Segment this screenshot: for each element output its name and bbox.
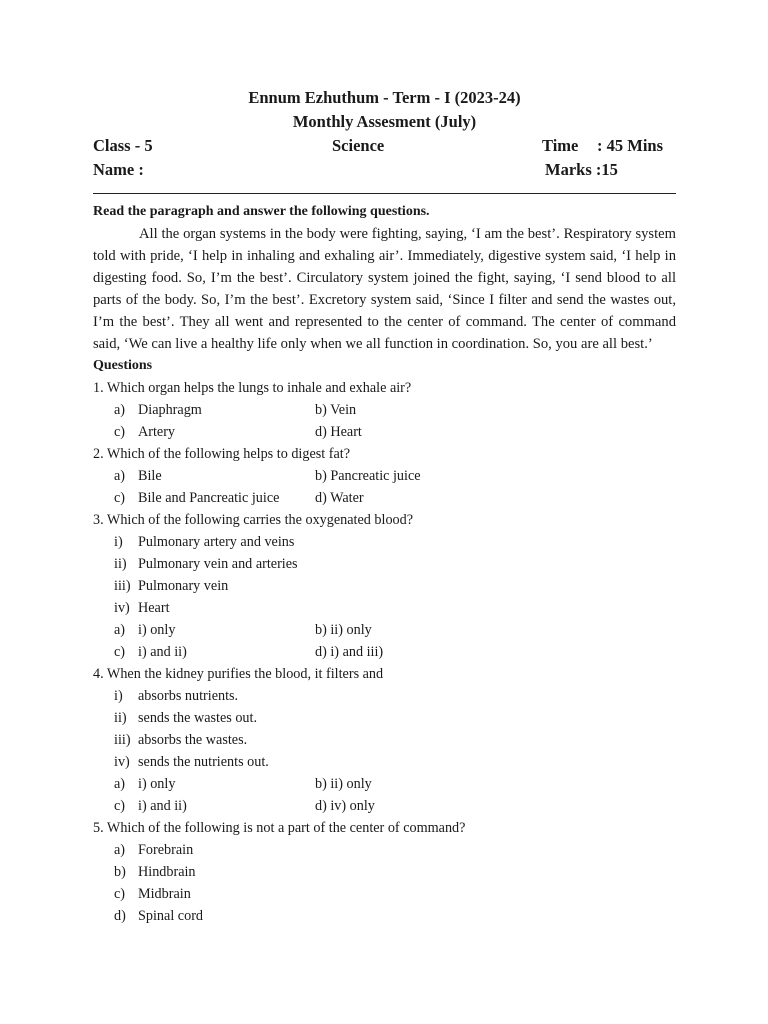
option-d: d) Water (315, 490, 364, 506)
question-1-options-cd (93, 421, 676, 443)
instruction-text: Read the paragraph and answer the following questions. (93, 204, 430, 219)
question-5 (93, 817, 676, 927)
time-label: Time (542, 136, 579, 155)
option-c-label: c) (114, 798, 126, 814)
option-a-label: a) (114, 776, 126, 792)
option-a-label: a) (114, 402, 126, 418)
option-b: b) ii) only (315, 622, 372, 638)
statement-label: iv) (114, 600, 130, 616)
option-b-label: b) (114, 864, 126, 880)
statement-label: ii) (114, 710, 127, 726)
option-c: i) and ii) (138, 798, 187, 814)
option-d: Spinal cord (138, 908, 204, 924)
option-a: i) only (138, 622, 176, 638)
option-b: Hindbrain (138, 864, 196, 880)
option-c: Midbrain (138, 886, 191, 902)
option-row (93, 861, 676, 883)
question-3-text: 3. Which of the following carries the oxygenated blood? (93, 512, 414, 528)
statement-text: Heart (138, 600, 170, 616)
statement-text: Pulmonary vein (138, 578, 229, 594)
option-a: i) only (138, 776, 176, 792)
statement-text: absorbs the wastes. (138, 732, 248, 748)
option-row (93, 883, 676, 905)
option-a: Diaphragm (138, 402, 202, 418)
option-d: d) iv) only (315, 798, 375, 814)
statement-label: i) (114, 534, 123, 550)
statement-row (93, 707, 676, 729)
option-c: i) and ii) (138, 644, 187, 660)
statement-row (93, 597, 676, 619)
time-value: : 45 Mins (597, 136, 663, 155)
option-c-label: c) (114, 490, 126, 506)
statement-row (93, 751, 676, 773)
question-1 (93, 377, 676, 443)
question-2-options-ab (93, 465, 676, 487)
question-4-text: 4. When the kidney purifies the blood, it filters and (93, 666, 384, 682)
statement-row (93, 729, 676, 751)
question-5-text: 5. Which of the following is not a part of the center of command? (93, 820, 466, 836)
option-d-label: d) (114, 908, 126, 924)
statement-label: ii) (114, 556, 127, 572)
exam-title: Ennum Ezhuthum - Term - I (2023-24) (248, 88, 521, 107)
statement-text: Pulmonary vein and arteries (138, 556, 298, 572)
statement-label: i) (114, 688, 123, 704)
option-b: b) Vein (315, 402, 357, 418)
option-b: b) ii) only (315, 776, 372, 792)
question-4-options-ab (93, 773, 676, 795)
header-divider (93, 193, 676, 194)
statement-text: sends the wastes out. (138, 710, 258, 726)
question-3-options-ab (93, 619, 676, 641)
question-3-options-cd (93, 641, 676, 663)
statement-text: absorbs nutrients. (138, 688, 239, 704)
statement-row (93, 553, 676, 575)
option-c-label: c) (114, 424, 126, 440)
statement-row (93, 685, 676, 707)
option-a-label: a) (114, 468, 126, 484)
meta-row-name (93, 158, 676, 182)
question-1-options-ab (93, 399, 676, 421)
question-4 (93, 663, 676, 817)
exam-page (93, 86, 676, 927)
option-a-label: a) (114, 622, 126, 638)
statement-label: iii) (114, 578, 131, 594)
option-c-label: c) (114, 644, 126, 660)
option-b: b) Pancreatic juice (315, 468, 421, 484)
class-label: Class - 5 (93, 136, 153, 155)
option-a-label: a) (114, 842, 126, 858)
question-1-text: 1. Which organ helps the lungs to inhale and exhale air? (93, 380, 412, 396)
option-a: Forebrain (138, 842, 194, 858)
statement-text: Pulmonary artery and veins (138, 534, 295, 550)
question-3 (93, 509, 676, 663)
exam-subtitle: Monthly Assesment (July) (292, 112, 477, 131)
question-2-options-cd (93, 487, 676, 509)
statement-text: sends the nutrients out. (138, 754, 269, 770)
option-d: d) Heart (315, 424, 362, 440)
option-a: Bile (138, 468, 162, 484)
marks-label: Marks :15 (545, 160, 618, 179)
option-c: Artery (138, 424, 176, 440)
statement-label: iv) (114, 754, 130, 770)
option-d: d) i) and iii) (315, 644, 384, 660)
reading-paragraph: All the organ systems in the body were fighting, saying, ‘I am the best’. Respiratory system told with pride, ‘I help in inhaling and exhaling air’. Immediately, digestive system said, ‘I help in digesting food. So, I’m the best’. Circulatory system joined the fight, saying, ‘I send blood to all parts of the body. So, I’m the best’. Excretory system said, ‘Since I filter and send the wastes out, I’m the best’. They all went and represented to the center of command. The center of command said, ‘We can live a healthy life only when we all function in coordination. So, you are all best.’ (93, 226, 676, 352)
statement-label: iii) (114, 732, 131, 748)
statement-row (93, 575, 676, 597)
option-row (93, 839, 676, 861)
question-4-options-cd (93, 795, 676, 817)
meta-row-class (93, 134, 676, 158)
questions-heading: Questions (93, 358, 153, 373)
option-row (93, 905, 676, 927)
name-label: Name : (93, 160, 144, 179)
question-2 (93, 443, 676, 509)
statement-row (93, 531, 676, 553)
option-c: Bile and Pancreatic juice (138, 490, 280, 506)
option-c-label: c) (114, 886, 126, 902)
question-2-text: 2. Which of the following helps to digest fat? (93, 446, 351, 462)
subject-label: Science (332, 136, 385, 155)
